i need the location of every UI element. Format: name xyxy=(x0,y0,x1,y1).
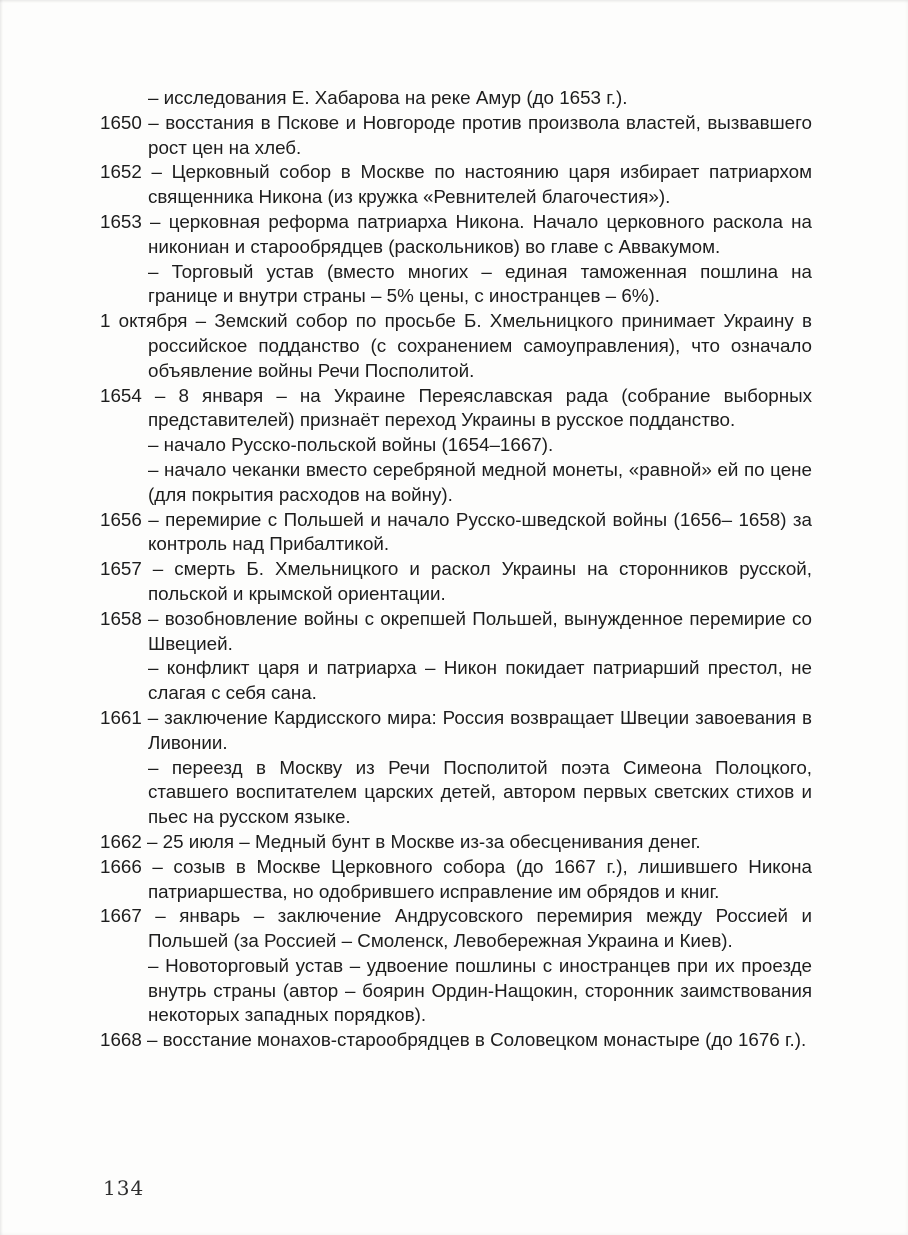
chronology-entry: 1657 – смерть Б. Хмельницкого и раскол Украины на сторонников русской, польской и крымской ориентации. xyxy=(100,558,812,604)
chronology-subentry: – переезд в Москву из Речи Посполитой поэта Симеона Полоцкого, ставшего воспитателем царских детей, автором первых светских стихов и пьес на русском языке. xyxy=(148,756,812,828)
chronology-entry: 1653 – церковная реформа патриарха Никона. Начало церковного раскола на никониан и старообрядцев (раскольников) во главе с Аввакумом. xyxy=(100,210,812,257)
chronology-entry: 1666 – созыв в Москве Церковного собора (до 1667 г.), лишившего Никона патриаршества, но одобрившего исправление им обрядов и книг. xyxy=(100,855,812,902)
chronology-entry: 1667 – январь – заключение Андрусовского перемирия между Россией и Польшей (за Россией – Смоленск, Левобережная Украина и Киев). xyxy=(100,905,812,952)
chronology-entry: 1652 – Церковный собор в Москве по настоянию царя избирает патриархом священника Никона (из кружка «Ревнителей благочестия»). xyxy=(100,161,812,208)
chronology-entry: 1656 – перемирие с Польшей и начало Русско-шведской войны (1656– 1658) за контроль над Прибалтикой. xyxy=(100,508,812,555)
scan-edge xyxy=(0,0,3,1235)
chronology-entry: 1 октября – Земский собор по просьбе Б. Хмельницкого принимает Украину в российское подданство (с сохранением самоуправления), что означало объявление войны Речи Посполитой. xyxy=(100,310,812,381)
chronology-subentry: – исследования Е. Хабарова на реке Амур (до 1653 г.). xyxy=(148,87,628,108)
chronology-entry: 1661 – заключение Кардисского мира: Россия возвращает Швеции завоевания в Ливонии. xyxy=(100,706,812,753)
chronology-subentry: – начало Русско-польской войны (1654–1667). xyxy=(148,434,554,456)
chronology-entry: 1658 – возобновление войны с окрепшей Польшей, вынужденное перемирие со Швецией. xyxy=(100,607,812,654)
chronology-entry: 1668 – восстание монахов-старообрядцев в Соловецком монастыре (до 1676 г.). xyxy=(100,1029,807,1051)
chronology-subentry: – Торговый устав (вместо многих – единая таможенная пошлина на границе и внутри страны – 5% цены, с иностранцев – 6%). xyxy=(148,260,812,307)
chronology-text xyxy=(100,86,812,1053)
page-number: 134 xyxy=(103,1176,145,1200)
chronology-entry: 1650 – восстания в Пскове и Новгороде против произвола властей, вызвавшего рост цен на хлеб. xyxy=(100,111,812,158)
chronology-entry: 1654 – 8 января – на Украине Переяславская рада (собрание выборных представителей) признаёт переход Украины в русское подданство. xyxy=(100,384,812,431)
chronology-subentry: – начало чеканки вместо серебряной медной монеты, «равной» ей по цене (для покрытия расходов на войну). xyxy=(148,458,812,505)
scan-edge xyxy=(0,0,908,3)
chronology-subentry: – конфликт царя и патриарха – Никон покидает патриарший престол, не слагая с себя сана. xyxy=(148,657,812,704)
chronology-entry: 1662 – 25 июля – Медный бунт в Москве из-за обесценивания денег. xyxy=(100,830,701,852)
chronology-subentry: – Новоторговый устав – удвоение пошлины с иностранцев при их проезде внутрь страны (автор – боярин Ордин-Нащокин, сторонник заимствования некоторых западных порядков). xyxy=(148,954,812,1026)
